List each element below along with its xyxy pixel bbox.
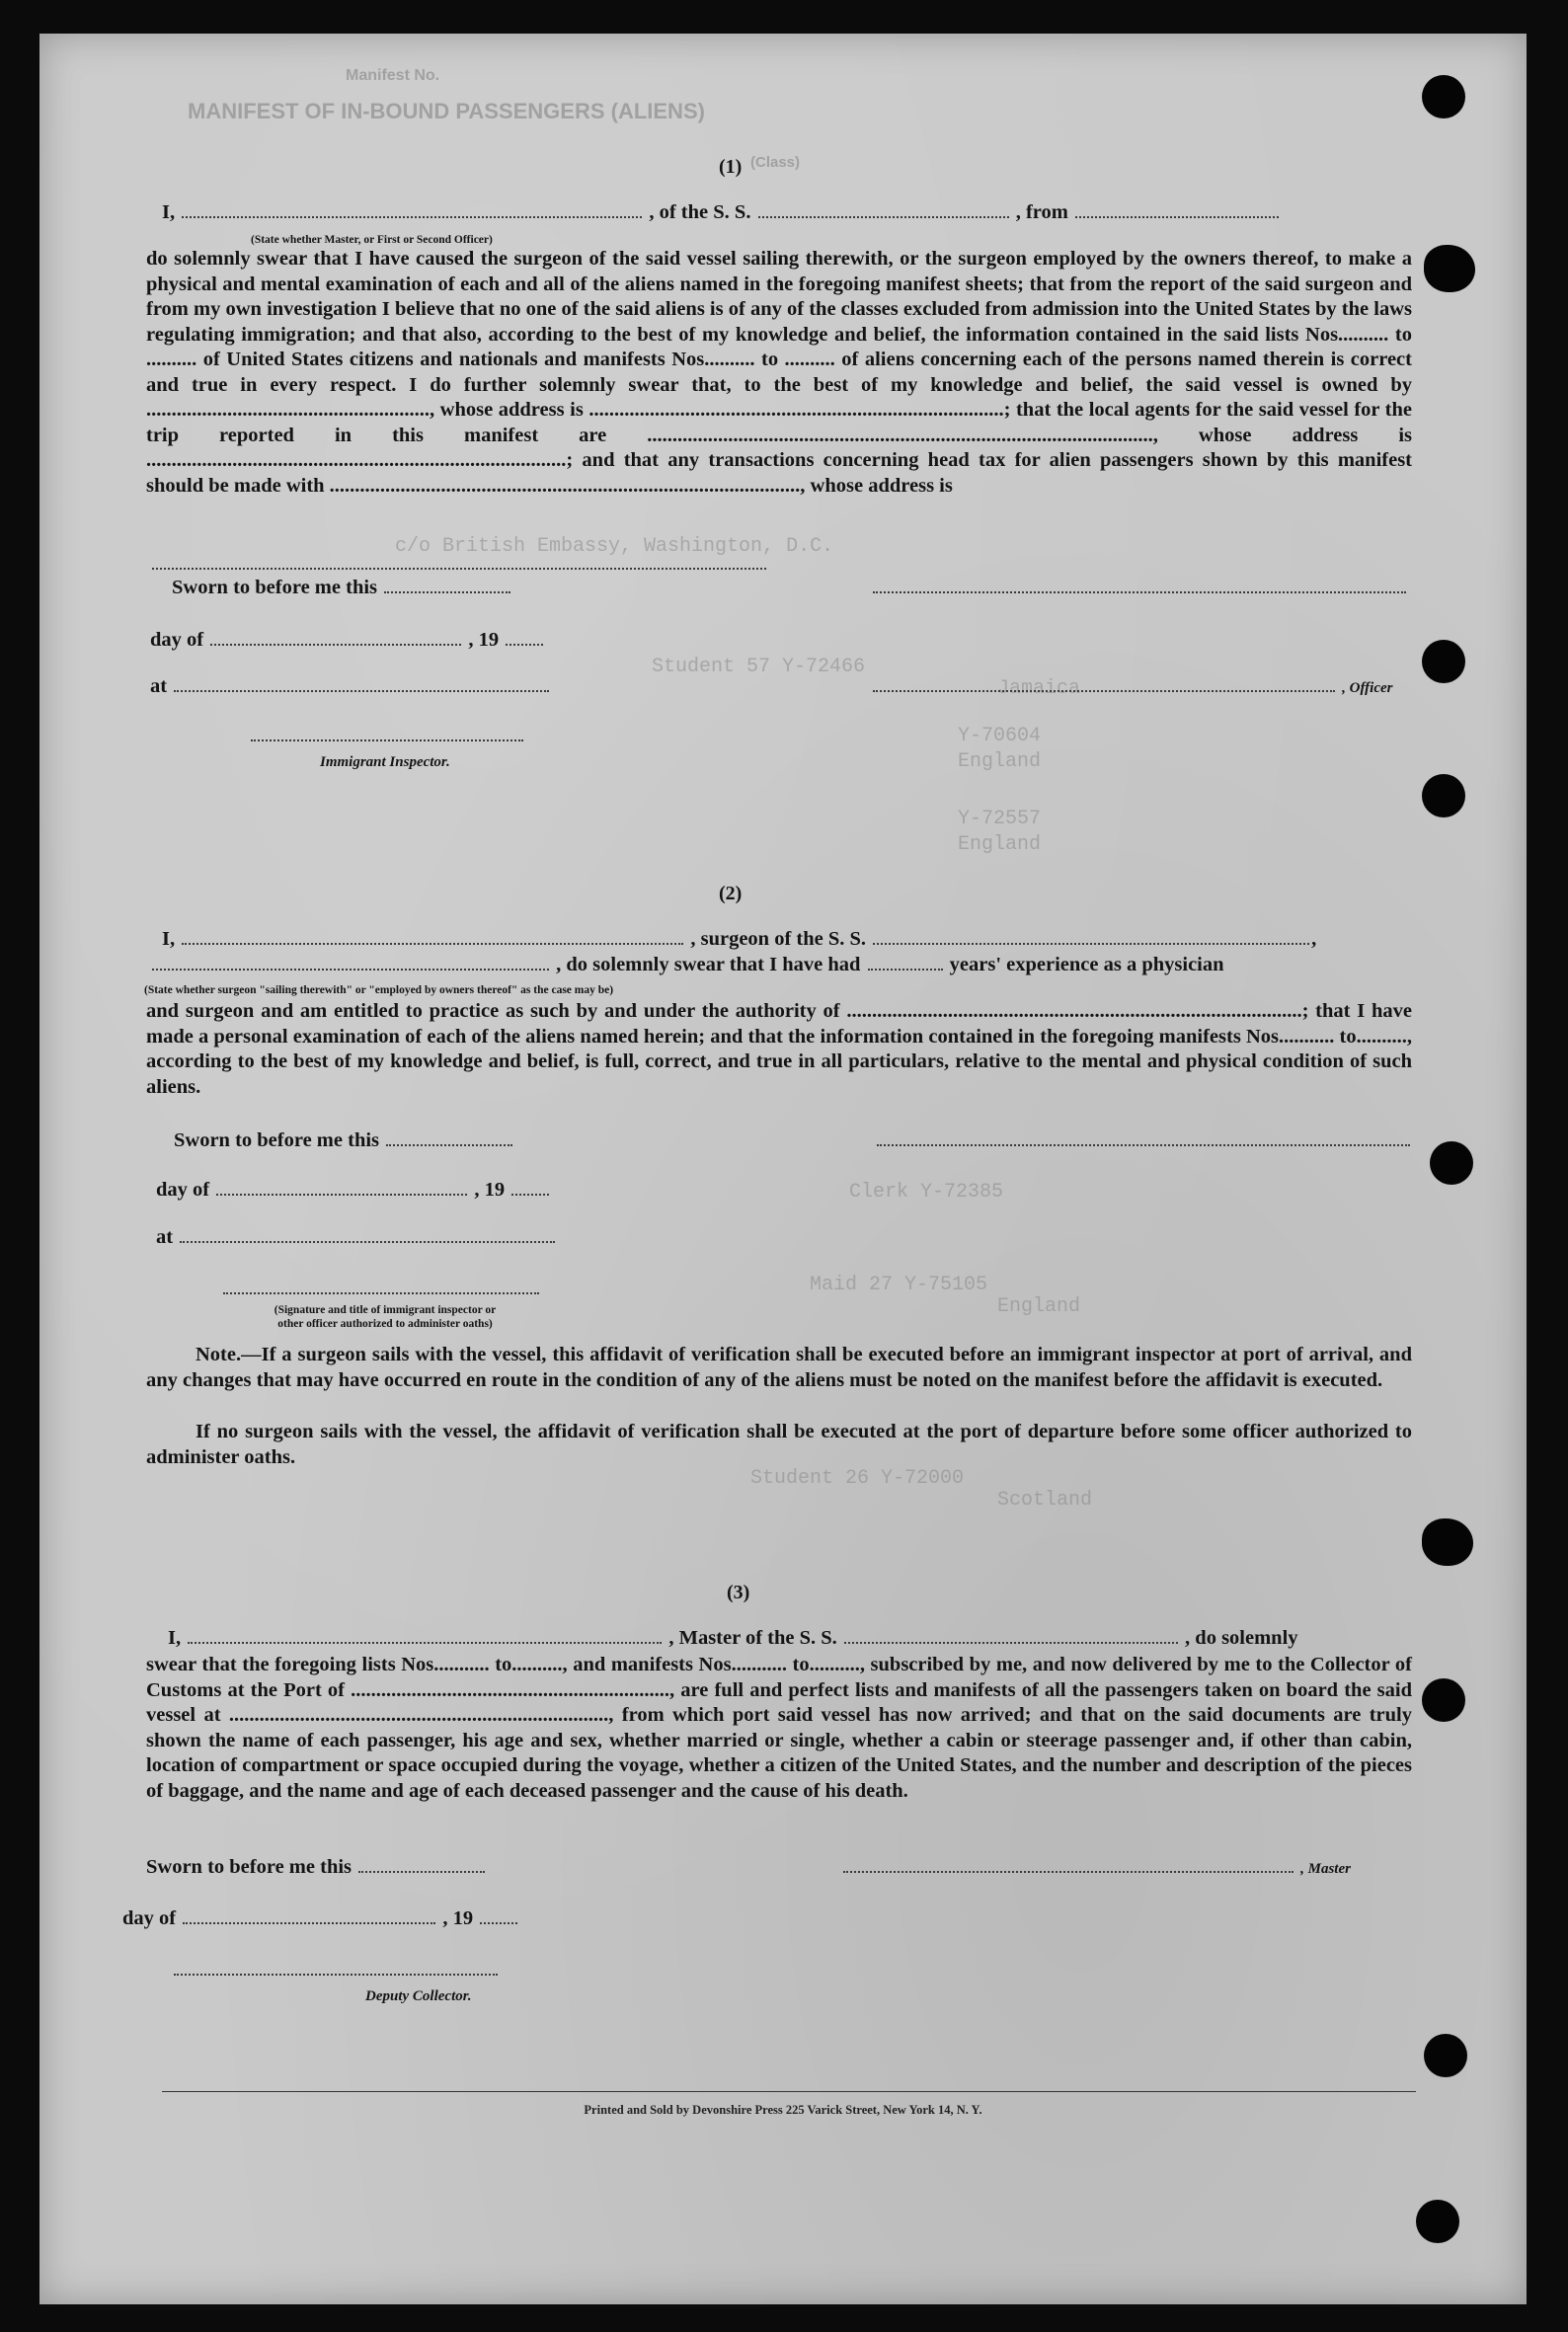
sworn-date-field[interactable] <box>358 1857 485 1873</box>
section-1-number: (1) <box>719 156 743 178</box>
ghost-row: c/o British Embassy, Washington, D.C. <box>395 535 834 558</box>
ghost-row: Jamaica <box>997 677 1081 700</box>
year-field[interactable] <box>480 1908 517 1924</box>
section-2-number: (2) <box>719 883 743 904</box>
at-label: at <box>156 1226 174 1248</box>
ghost-row: Student 57 Y-72466 <box>652 656 866 678</box>
ghost-row: Scotland <box>997 1489 1093 1512</box>
ghost-row: Y-70604 <box>958 725 1042 747</box>
ghost-row: Clerk Y-72385 <box>849 1181 1004 1204</box>
at-location-field[interactable] <box>180 1227 555 1243</box>
ghost-row: England <box>958 833 1042 856</box>
day-of-field[interactable] <box>183 1908 435 1924</box>
sworn-date-field[interactable] <box>386 1130 512 1146</box>
signature-caption-line-1: (Signature and title of immigrant inspector or <box>274 1304 497 1316</box>
inspector-signature-line <box>221 1278 541 1300</box>
collector-signature-field[interactable] <box>174 1960 498 1976</box>
sworn-label: Sworn to before me this <box>146 1856 353 1878</box>
punch-hole <box>1422 774 1465 817</box>
officer-caption: (State whether Master, or First or Second Officer) <box>251 234 493 246</box>
officer-label: , Officer <box>1342 680 1393 696</box>
surgeon-status-field[interactable] <box>152 955 549 971</box>
year-field[interactable] <box>511 1180 549 1196</box>
section-1-day-line <box>150 629 545 652</box>
inspector-signature-field[interactable] <box>251 726 523 741</box>
section-3-sworn-line <box>146 1856 487 1879</box>
section-2-years-line <box>150 954 1224 976</box>
master-signature-line <box>841 1856 1351 1879</box>
oath-i-label: I, <box>162 928 176 950</box>
sworn-label: Sworn to before me this <box>172 577 378 598</box>
officer-signature-line <box>871 577 1408 599</box>
punch-hole <box>1430 1141 1473 1185</box>
punch-hole <box>1424 245 1475 292</box>
master-signature-field[interactable] <box>843 1857 1294 1873</box>
years-field[interactable] <box>868 955 943 971</box>
surgeon-vessel-field[interactable] <box>873 929 1309 945</box>
section-2-day-line <box>156 1179 551 1202</box>
sworn-date-field[interactable] <box>384 578 510 593</box>
ghost-manifest-title: MANIFEST OF IN-BOUND PASSENGERS (ALIENS) <box>188 99 705 123</box>
section-3-day-line <box>122 1907 519 1930</box>
inspector-signature-field[interactable] <box>223 1279 539 1294</box>
note-paragraph: Note.—If a surgeon sails with the vessel, this affidavit of verification shall be executed before an immigrant inspector at port of arrival, and any changes that may have occurred en route in the condition of any of the aliens must be noted on the manifest before the affidavit is executed. <box>146 1344 1412 1391</box>
head-tax-address-field[interactable] <box>152 554 766 570</box>
section-3-number: (3) <box>727 1582 750 1603</box>
section-3-paragraph: swear that the foregoing lists Nos........... to.........., and manifests Nos........... to.........., subscribed by me, and now delivered by me to the Collector of Customs at the Port of ..............................................................., are full and perfect lists and manifests of all the passengers taken on board the said vessel at ..........................................................................., from which port said vessel has now arrived; and that on the said documents are truly shown the name of each passenger, his age and sex, whether married or single, whether a cabin or steerage passenger and, if other than cabin, location of compartment or space occupied during the voyage, whether a citizen of the United States, and the number and description of the pieces of baggage, and the name and age of each deceased passenger and the cause of his death. <box>146 1654 1412 1802</box>
solemnly-label: , do solemnly <box>1185 1627 1298 1649</box>
surgeon-of-ss-label: , surgeon of the S. S. <box>690 928 867 950</box>
punch-hole <box>1422 640 1465 683</box>
section-1-at-line <box>150 675 551 698</box>
punch-hole <box>1422 75 1465 118</box>
day-of-label: day of <box>156 1179 210 1201</box>
printer-footer: Printed and Sold by Devonshire Press 225 Varick Street, New York 14, N. Y. <box>584 2103 982 2117</box>
at-location-field[interactable] <box>174 676 549 692</box>
day-of-label: day of <box>150 629 204 651</box>
section-2-sworn-line <box>174 1129 514 1152</box>
punch-hole <box>1424 2034 1467 2077</box>
surgeon-signature-line <box>875 1129 1412 1152</box>
ghost-row: Student 26 Y-72000 <box>750 1467 965 1490</box>
surgeon-signature-field[interactable] <box>877 1130 1410 1146</box>
section-1-paragraph: do solemnly swear that I have caused the surgeon of the said vessel sailing therewith, or the surgeon employed by the owners thereof, to make a physical and mental examination of each and all of the aliens named in the foregoing manifest sheets; that from the report of the said surgeon and from my own investigation I believe that no one of the said aliens is of any of the classes excluded from admission into the United States by the laws regulating immigration; and that also, according to the best of my knowledge and belief, the information contained in the said lists Nos.......... to .......... of United States citizens and nationals and manifests Nos.......... to .......... of aliens concerning each of the persons named therein is correct and true in every respect. I do further solemnly swear that, to the best of my knowledge and belief, the said vessel is owned by ........................................................, whose address is ..................................................................................; that the local agents for the said vessel for the trip reported in this manifest are ...................................................................................................., whose address is ...................................................................................; and that any transactions concerning head tax for alien passengers shown by this manifest should be made with ............................................................................................., whose address is <box>146 248 1412 497</box>
oath-i-label: I, <box>168 1627 182 1649</box>
address-continuation-line <box>150 553 768 576</box>
officer-signature-field[interactable] <box>873 578 1406 593</box>
day-of-field[interactable] <box>216 1180 467 1196</box>
year-label: , 19 <box>442 1907 474 1929</box>
inspector-caption: Immigrant Inspector. <box>320 754 450 770</box>
deputy-collector-caption: Deputy Collector. <box>365 1988 472 2004</box>
punch-hole <box>1422 1518 1473 1566</box>
punch-hole <box>1422 1678 1465 1722</box>
of-ss-label: , of the S. S. <box>649 201 751 223</box>
section-1-oath-line <box>162 201 1281 224</box>
vessel-name-field[interactable] <box>758 202 1009 218</box>
from-port-field[interactable] <box>1075 202 1279 218</box>
note-paragraph-2: If no surgeon sails with the vessel, the affidavit of verification shall be executed at the port of departure before some officer authorized to administer oaths. <box>146 1421 1412 1468</box>
ghost-class: (Class) <box>750 154 801 171</box>
day-of-field[interactable] <box>210 630 461 646</box>
footer-rule <box>162 2091 1416 2092</box>
punch-hole <box>1416 2200 1459 2243</box>
master-name-field[interactable] <box>188 1628 662 1644</box>
section-2-oath-line: I, , surgeon of the S. S. , <box>162 928 1317 950</box>
officer-title-field[interactable] <box>873 676 1335 692</box>
swear-label: , do solemnly swear that I have had <box>556 954 861 975</box>
ghost-manifest-no: Manifest No. <box>346 67 440 84</box>
ghost-row: England <box>958 750 1042 773</box>
ghost-row: England <box>997 1295 1081 1318</box>
signature-caption <box>207 1303 563 1331</box>
inspector-signature-line <box>249 725 525 747</box>
ghost-row: Maid 27 Y-75105 <box>810 1274 988 1296</box>
sworn-label: Sworn to before me this <box>174 1129 380 1151</box>
master-of-ss-label: , Master of the S. S. <box>668 1627 837 1649</box>
day-of-label: day of <box>122 1907 177 1929</box>
surgeon-caption: (State whether surgeon "sailing therewith" or "employed by owners thereof" as the case may be) <box>144 984 614 996</box>
section-3-oath-line <box>168 1627 1298 1650</box>
master-label: , Master <box>1300 1861 1351 1877</box>
master-vessel-field[interactable] <box>844 1628 1178 1644</box>
years-label: years' experience as a physician <box>949 954 1224 975</box>
section-2-paragraph: and surgeon and am entitled to practice as such by and under the authority of ..........................................................................................; that I have made a personal examination of each of the aliens named herein; and that the information contained in the foregoing manifests Nos........... to.........., according to the best of my knowledge and belief, is full, correct, and true in all particulars, relative to the mental and physical condition of such aliens. <box>146 1000 1412 1098</box>
year-field[interactable] <box>506 630 543 646</box>
collector-signature-line <box>172 1959 500 1982</box>
document-page <box>39 34 1527 2304</box>
ghost-row: Y-72557 <box>958 808 1042 830</box>
section-2-at-line <box>156 1226 557 1249</box>
at-label: at <box>150 675 168 697</box>
oath-i-label: I, <box>162 201 176 223</box>
from-label: , from <box>1015 201 1068 223</box>
officer-title-line <box>871 675 1393 698</box>
year-label: , 19 <box>468 629 500 651</box>
signature-caption-line-2: other officer authorized to administer oaths) <box>277 1318 493 1330</box>
section-1-sworn-line <box>172 577 512 599</box>
surgeon-name-field[interactable] <box>182 929 683 945</box>
officer-name-field[interactable] <box>182 202 642 218</box>
year-label: , 19 <box>474 1179 506 1201</box>
